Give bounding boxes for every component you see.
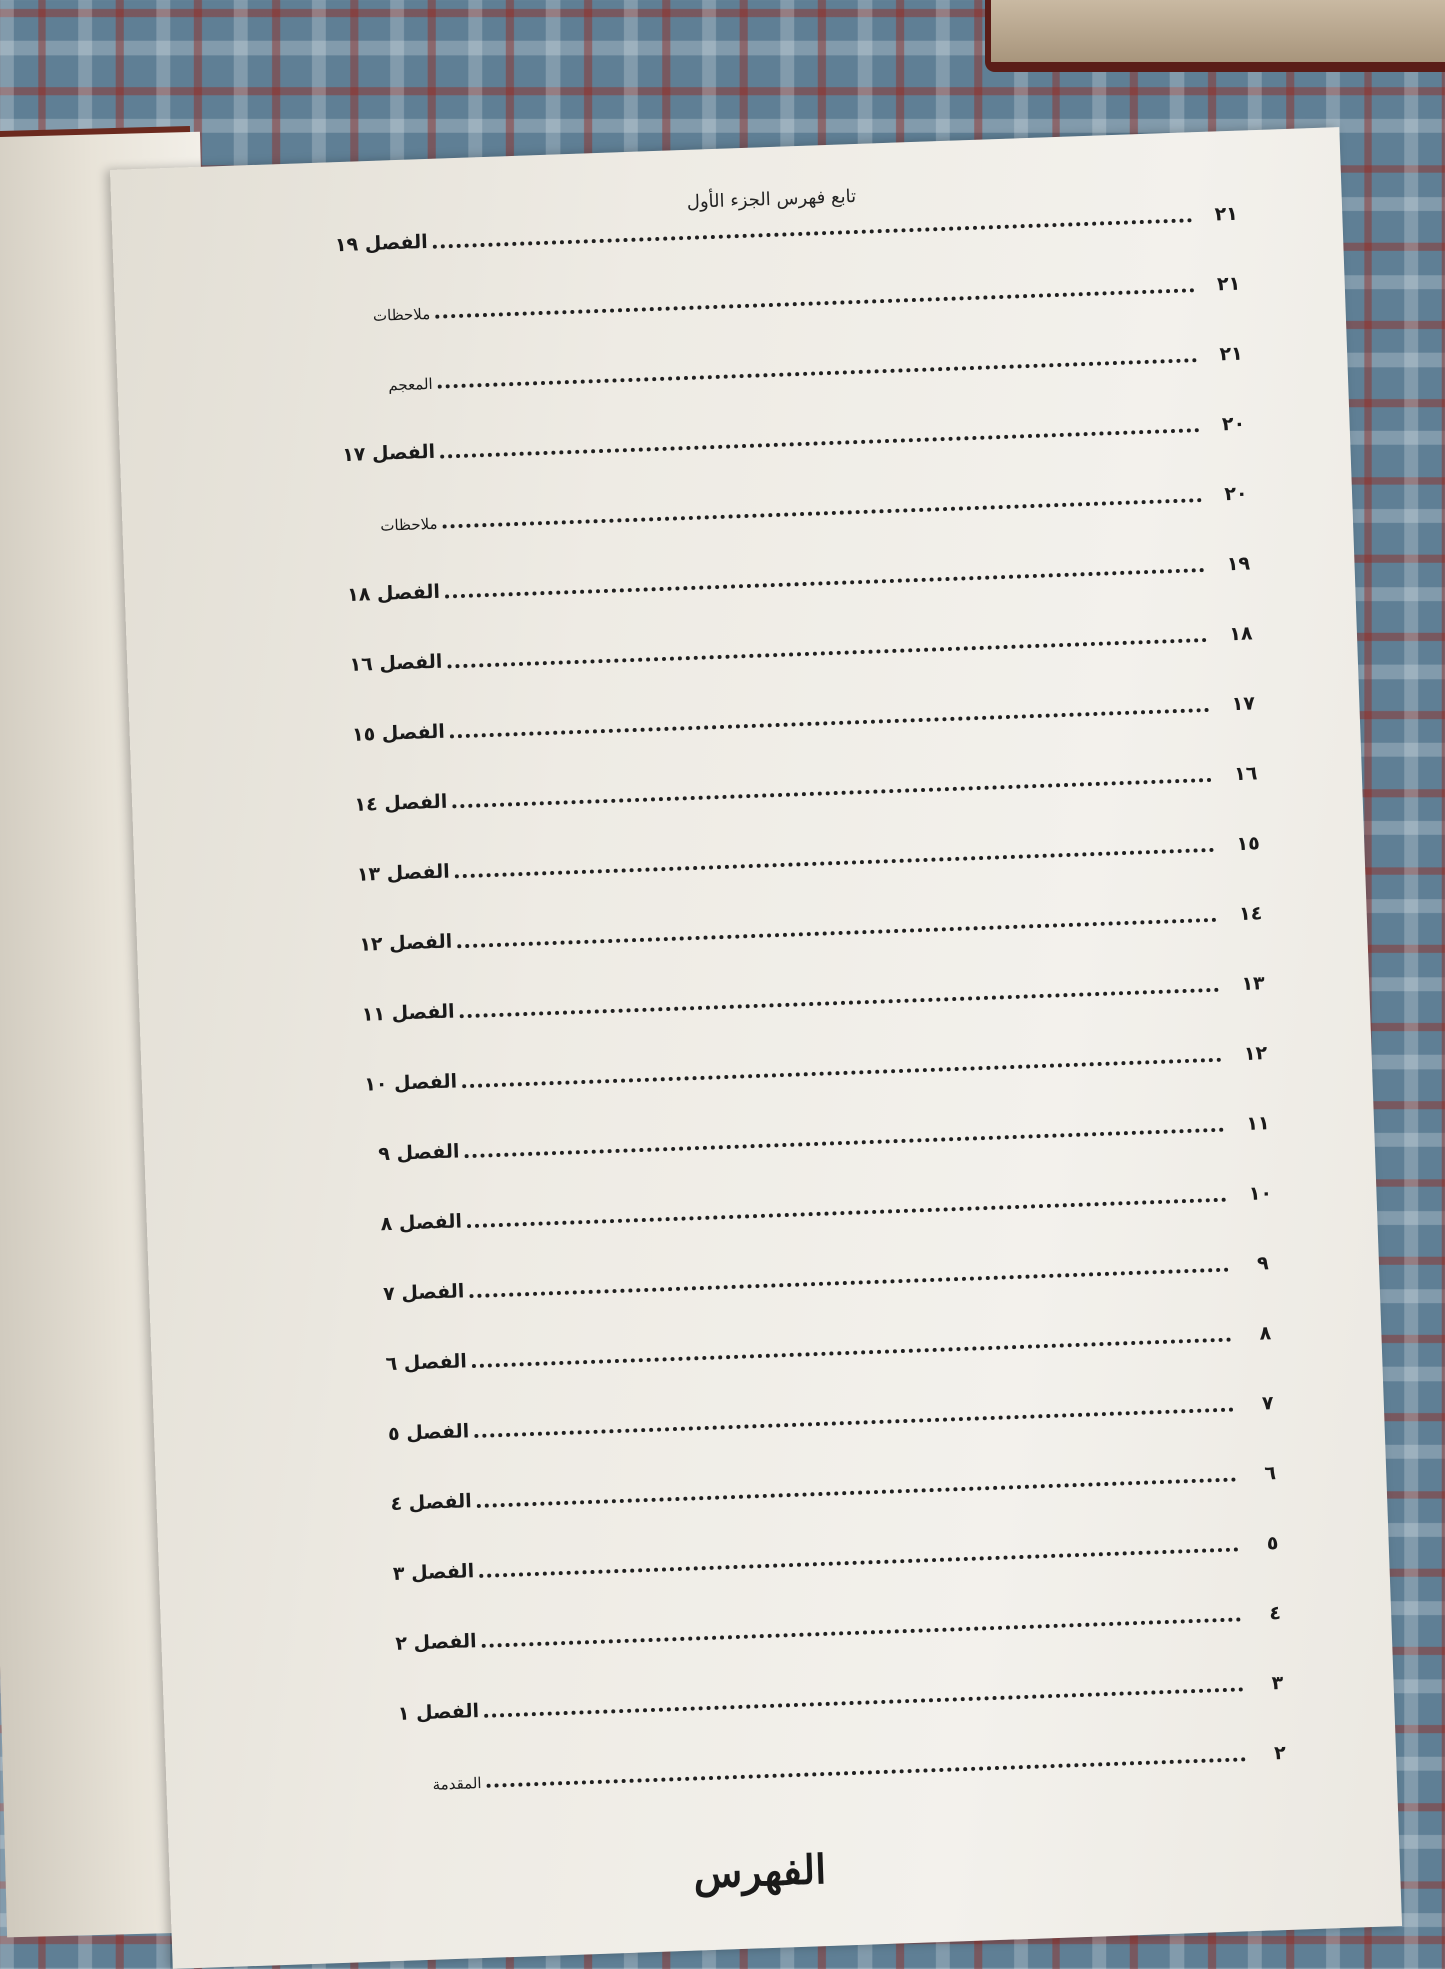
- dot-leader: [472, 1338, 1232, 1369]
- toc-entry-page-number: ١٣: [1241, 972, 1266, 996]
- toc-entry-page-number: ٢١: [1214, 202, 1239, 226]
- toc-entry-page-number: ٣: [1271, 1671, 1284, 1695]
- toc-entry-page-number: ١٦: [1233, 762, 1258, 786]
- dot-leader: [465, 1128, 1225, 1159]
- dot-leader: [443, 498, 1203, 529]
- dot-leader: [484, 1687, 1244, 1718]
- page-title: الفهرس: [692, 1846, 828, 1898]
- toc-row: [211, 1599, 1301, 1663]
- dot-leader: [482, 1617, 1242, 1648]
- dot-leader: [445, 568, 1205, 599]
- dot-leader: [474, 1408, 1234, 1439]
- dot-leader: [455, 848, 1215, 879]
- toc-row: [175, 550, 1265, 614]
- dot-leader: [435, 288, 1195, 319]
- toc-row: [197, 1180, 1287, 1244]
- toc-entry-title: الفصل ٨: [380, 1210, 463, 1236]
- toc-row: [206, 1459, 1296, 1523]
- toc-entry-title: الفصل ١٧: [341, 440, 436, 467]
- toc-entry-page-number: ٦: [1263, 1462, 1277, 1485]
- running-header: تابع فهرس الجزء الأول: [686, 185, 857, 213]
- toc-entry-title: الفصل ٥: [387, 1420, 470, 1446]
- toc-row: [214, 1669, 1304, 1733]
- toc-entry-title: الفصل ٤: [390, 1490, 473, 1516]
- toc-entry-page-number: ١٨: [1228, 622, 1253, 646]
- dot-leader: [447, 638, 1207, 669]
- toc-entry-title: الفصل ٢: [394, 1630, 477, 1655]
- dot-leader: [460, 988, 1220, 1019]
- toc-row: [177, 620, 1267, 684]
- toc-entry-title: ملاحظات: [372, 304, 431, 325]
- toc-entry-title: الفصل ١٥: [351, 720, 446, 746]
- toc-entry-title: الفصل ٦: [385, 1350, 468, 1376]
- toc-entry-page-number: ٢٠: [1221, 412, 1246, 436]
- toc-entry-page-number: ١٧: [1231, 692, 1256, 716]
- toc-row: [201, 1319, 1291, 1383]
- toc-entry-title: الفصل ٧: [382, 1280, 465, 1306]
- toc-entry-page-number: ١٤: [1238, 902, 1263, 926]
- toc-entry-title: الفصل ١٠: [363, 1070, 458, 1096]
- toc-entry-page-number: ١١: [1245, 1112, 1270, 1135]
- toc-row: [165, 270, 1255, 334]
- toc-entry-page-number: ٨: [1259, 1322, 1272, 1345]
- toc-entry-title: الفصل ١: [397, 1700, 480, 1725]
- dot-leader: [467, 1198, 1227, 1229]
- toc-entry-title: الفصل ١٤: [354, 790, 448, 816]
- toc-row: [189, 970, 1279, 1034]
- toc-entry-title: الفصل ١٩: [334, 230, 429, 257]
- toc-row: [172, 480, 1262, 544]
- toc-entry-page-number: ١٠: [1248, 1182, 1273, 1205]
- toc-entry-page-number: ٢٠: [1224, 482, 1248, 506]
- closed-book: [985, 0, 1445, 72]
- dot-leader: [452, 778, 1212, 809]
- toc-row: [170, 410, 1260, 474]
- toc-entry-title: ملاحظات: [380, 514, 438, 535]
- toc-entry-page-number: ٢١: [1219, 342, 1244, 366]
- toc-entry-title: المقدمة: [432, 1774, 482, 1794]
- toc-row: [204, 1389, 1294, 1453]
- toc-row: [209, 1529, 1299, 1593]
- toc-entry-title: الفصل ٩: [377, 1140, 460, 1166]
- toc-row: [216, 1739, 1306, 1803]
- dot-leader: [438, 358, 1198, 389]
- toc-entry-title: الفصل ١١: [361, 1000, 455, 1026]
- toc-entry-page-number: ١٢: [1243, 1042, 1268, 1065]
- toc-entry-title: الفصل ٣: [392, 1560, 475, 1585]
- toc-entry-page-number: ٩: [1256, 1252, 1270, 1275]
- toc-entry-title: الفصل ١٨: [346, 580, 441, 606]
- book-page: [110, 127, 1402, 1969]
- toc-row: [192, 1040, 1282, 1104]
- dot-leader: [457, 918, 1217, 949]
- dot-leader: [477, 1477, 1237, 1508]
- toc-row: [194, 1110, 1284, 1174]
- toc-entry-title: الفصل ١٣: [356, 860, 451, 886]
- toc-row: [184, 830, 1274, 894]
- toc-entry-title: الفصل ١٦: [349, 650, 443, 676]
- toc-entry-page-number: ٥: [1266, 1532, 1279, 1555]
- toc-entry-page-number: ١٩: [1226, 552, 1251, 576]
- toc-row: [187, 900, 1277, 964]
- toc-entry-page-number: ٧: [1261, 1392, 1274, 1415]
- toc-entry-page-number: ٢: [1273, 1741, 1287, 1765]
- toc-entry-page-number: ٤: [1268, 1602, 1282, 1625]
- toc-entry-title: المعجم: [388, 374, 433, 395]
- toc-entry-page-number: ٢١: [1216, 272, 1241, 296]
- toc-row: [180, 690, 1270, 754]
- toc-entry-page-number: ١٥: [1236, 832, 1261, 856]
- toc-row: [199, 1250, 1289, 1314]
- dot-leader: [479, 1547, 1239, 1578]
- dot-leader: [433, 218, 1193, 249]
- dot-leader: [487, 1757, 1247, 1788]
- dot-leader: [462, 1058, 1222, 1089]
- dot-leader: [469, 1268, 1229, 1299]
- toc-entry-title: الفصل ١٢: [358, 930, 453, 956]
- dot-leader: [440, 428, 1200, 459]
- dot-leader: [450, 708, 1210, 739]
- toc-row: [167, 340, 1257, 404]
- toc-row: [182, 760, 1272, 824]
